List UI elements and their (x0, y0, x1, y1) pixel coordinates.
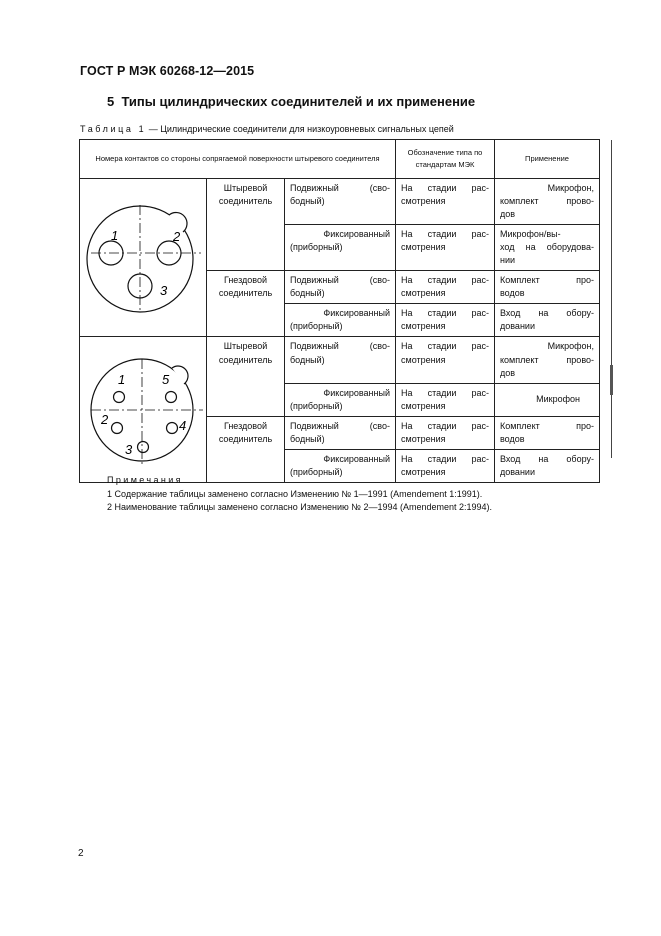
designation-status: На стадии рас- смотрения (396, 225, 495, 271)
mount-type: Подвижный (сво- бодный) (285, 179, 396, 225)
application: Микрофон, комплект прово- дов (495, 179, 600, 225)
table-row (80, 337, 600, 383)
mount-type: Фиксированный (приборный) (285, 304, 396, 337)
designation-status: На стадии рас- смотрения (396, 304, 495, 337)
designation-status: На стадии рас- смотрения (396, 449, 495, 482)
pin-label: 3 (125, 441, 133, 457)
application: Вход на обору- довании (495, 304, 600, 337)
pin-label: 2 (173, 229, 181, 245)
pin-label: 4 (179, 417, 187, 433)
table-header-row (80, 140, 600, 179)
section-title (107, 94, 475, 109)
designation-status: На стадии рас- смотрения (396, 337, 495, 383)
application: Комплект про- водов (495, 271, 600, 304)
designation-status: На стадии рас- смотрения (396, 179, 495, 225)
pin-label: 1 (118, 371, 126, 387)
connector-type: Гнездовой соединитель (207, 416, 285, 482)
document-code: ГОСТ Р МЭК 60268-12—2015 (80, 64, 255, 78)
three-pin-connector-icon (80, 185, 207, 330)
application: Вход на обору- довании (495, 449, 600, 482)
application: Комплект про- водов (495, 416, 600, 449)
mount-type: Подвижный (сво- бодный) (285, 271, 396, 304)
designation-status: На стадии рас- смотрения (396, 416, 495, 449)
pin-label: 5 (162, 371, 170, 387)
table-caption-label: Таблица 1 (80, 124, 147, 134)
mount-type: Подвижный (сво- бодный) (285, 416, 396, 449)
pin-label: 1 (111, 228, 119, 244)
five-pin-diagram (80, 337, 207, 482)
change-bar-mark (610, 365, 613, 395)
designation-status: На стадии рас- смотрения (396, 271, 495, 304)
note-item: 1 Содержание таблицы заменено согласно Изменению № 1—1991 (Amendement 1:1991). (107, 489, 483, 499)
header-application: Применение (495, 140, 600, 179)
pin-label: 3 (160, 283, 168, 299)
page-number: 2 (78, 848, 84, 859)
connector-table (79, 139, 600, 483)
header-designation: Обозначение типа по стандартам МЭК (396, 140, 495, 179)
connector-type: Штыревой соединитель (207, 337, 285, 416)
table-caption (80, 124, 454, 134)
section-number: 5 (107, 94, 115, 109)
mount-type: Подвижный (сво- бодный) (285, 337, 396, 383)
table-row (80, 179, 600, 225)
application: Микрофон/вы- ход на оборудова- нии (495, 225, 600, 271)
three-pin-diagram (80, 179, 207, 337)
header-contacts: Номера контактов со стороны сопрягаемой поверхности штыревого соединителя (80, 140, 396, 179)
pin-label: 2 (101, 411, 109, 427)
application: Микрофон, комплект прово- дов (495, 337, 600, 383)
notes-title: Примечания (107, 475, 183, 485)
section-title-text: Типы цилиндрических соединителей и их применение (121, 94, 476, 109)
mount-type: Фиксированный (приборный) (285, 225, 396, 271)
mount-type: Фиксированный (приборный) (285, 383, 396, 416)
table-caption-text: — Цилиндрические соединители для низкоуровневых сигнальных цепей (148, 124, 454, 134)
mount-type: Фиксированный (приборный) (285, 449, 396, 482)
application: Микрофон (495, 383, 600, 416)
five-pin-connector-icon (80, 346, 207, 474)
change-bar (611, 140, 612, 458)
connector-type: Гнездовой соединитель (207, 271, 285, 337)
designation-status: На стадии рас- смотрения (396, 383, 495, 416)
connector-type: Штыревой соединитель (207, 179, 285, 271)
note-item: 2 Наименование таблицы заменено согласно Изменению № 2—1994 (Amendement 2:1994). (107, 502, 493, 512)
